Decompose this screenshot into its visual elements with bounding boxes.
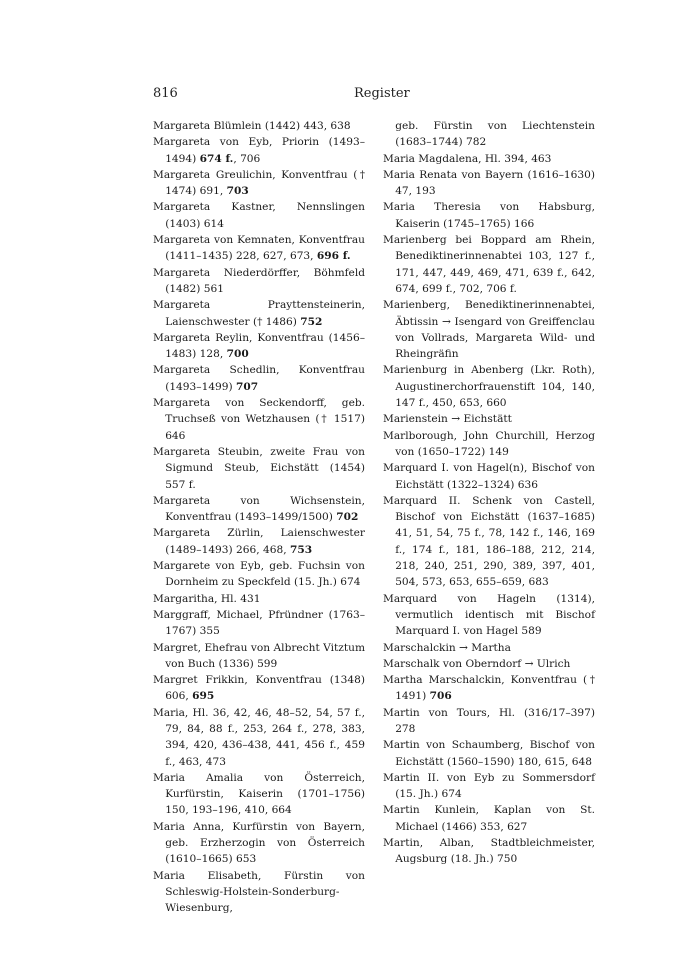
page-reference-bold: 753 — [289, 543, 313, 556]
index-entry — [153, 770, 365, 819]
entry-text: Margaritha, Hl. 431 — [153, 592, 261, 605]
index-entry — [383, 297, 595, 362]
entry-text: Martin, Alban, Stadtbleichmeister, Augsburg (18. Jh.) 750 — [383, 837, 595, 866]
index-entry — [153, 819, 365, 868]
entry-text: Marschalckin → Martha — [383, 641, 511, 654]
entry-text: Marquard II. Schenk von Castell, Bischof von Eichstätt (1637–1685) 41, 51, 54, 75 f., 78, 142 f., 146, 169 f., 174 f., 181, 186–188, 212, 214, 218, 240, 251, 290, 389, 397, 401, 504, 573, 653, 655–659, 683 — [383, 494, 595, 589]
entry-text: Margareta von Kemnaten, Konventfrau (1411–1435) 228, 627, 673, — [153, 234, 365, 263]
index-entry — [383, 118, 595, 151]
index-entry — [383, 428, 595, 461]
entry-text: Martha Marschalckin, Konventfrau († 1491) — [383, 674, 595, 703]
entry-text: Maria Magdalena, Hl. 394, 463 — [383, 152, 552, 165]
entry-text: Margareta von Eyb, Priorin (1493–1494) — [153, 136, 365, 165]
index-entry — [153, 672, 365, 705]
entry-text: Martin Kunlein, Kaplan von St. Michael (1466) 353, 627 — [383, 804, 595, 833]
entry-text: Margareta Zürlin, Laienschwester (1489–1493) 266, 468, — [153, 527, 365, 556]
page-reference-bold: 703 — [226, 185, 249, 198]
index-entry — [153, 118, 365, 134]
entry-text: Margarete von Eyb, geb. Fuchsin von Dornheim zu Speckfeld (15. Jh.) 674 — [153, 560, 365, 589]
entry-text: Margareta Kastner, Nennslingen (1403) 614 — [153, 201, 365, 230]
entry-text: Maria Theresia von Habsburg, Kaiserin (1745–1765) 166 — [383, 201, 595, 230]
page-reference-bold: 707 — [236, 380, 259, 393]
index-entry — [383, 672, 595, 705]
index-column-right — [383, 118, 595, 868]
page-reference-bold: 706 — [429, 690, 452, 703]
index-entry — [383, 232, 595, 297]
index-entry — [383, 591, 595, 640]
entry-text: geb. Fürstin von Liechtenstein (1683–1744) 782 — [395, 120, 595, 149]
entry-text: Marienberg bei Boppard am Rhein, Benediktinerinnenabtei 103, 127 f., 171, 447, 449, 469, 471, 639 f., 642, 674, 699 f., 702, 706 f. — [383, 234, 595, 295]
page-reference-bold: 695 — [192, 690, 215, 703]
page-reference-bold: 700 — [226, 348, 249, 361]
entry-text: Maria Elisabeth, Fürstin von Schleswig-Holstein-Sonderburg-Wiesenburg, — [153, 869, 365, 915]
index-entry — [153, 607, 365, 640]
index-entry — [153, 167, 365, 200]
entry-text: Marienburg in Abenberg (Lkr. Roth), Augustinerchorfrauenstift 104, 140, 147 f., 450, 653, 660 — [383, 364, 595, 410]
entry-text: Maria Amalia von Österreich, Kurfürstin, Kaiserin (1701–1756) 150, 193–196, 410, 664 — [153, 771, 365, 817]
entry-text: Martin von Schaumberg, Bischof von Eichstätt (1560–1590) 180, 615, 648 — [383, 739, 595, 768]
page-reference-bold: 752 — [300, 315, 323, 328]
index-entry — [383, 770, 595, 803]
index-entry — [153, 591, 365, 607]
entry-text: Martin II. von Eyb zu Sommersdorf (15. Jh.) 674 — [383, 771, 595, 801]
index-entry — [383, 737, 595, 770]
index-entry — [383, 199, 595, 232]
index-entry — [153, 525, 365, 558]
entry-text: Marggraff, Michael, Pfründner (1763–1767) 355 — [153, 608, 365, 638]
entry-text: Margareta Steubin, zweite Frau von Sigmund Steub, Eichstätt (1454) 557 f. — [153, 445, 365, 491]
index-entry — [383, 362, 595, 411]
entry-text: Margareta Prayttensteinerin, Laienschwester († 1486) — [153, 299, 365, 328]
entry-text: Marienstein → Eichstätt — [383, 413, 512, 426]
index-entry — [383, 835, 595, 868]
entry-text: Maria, Hl. 36, 42, 46, 48–52, 54, 57 f., 79, 84, 88 f., 253, 264 f., 278, 383, 394, 420, 436–438, 441, 456 f., 459 f., 463, 473 — [153, 706, 365, 768]
entry-text: Margareta von Seckendorff, geb. Truchseß von Wetzhausen († 1517) 646 — [153, 397, 365, 442]
index-entry — [153, 362, 365, 395]
index-entry — [383, 460, 595, 493]
entry-text: Margareta Blümlein (1442) 443, 638 — [153, 120, 351, 132]
index-entry — [153, 199, 365, 232]
page-reference-bold: 702 — [336, 511, 359, 524]
index-entry — [383, 151, 595, 167]
index-entry — [383, 656, 595, 672]
entry-text: , 706 — [233, 152, 261, 165]
index-entry — [153, 868, 365, 917]
index-entry — [153, 558, 365, 591]
index-entry — [153, 134, 365, 167]
index-entry — [153, 297, 365, 330]
entry-text: Margareta Greulichin, Konventfrau († 1474) 691, — [153, 168, 365, 198]
page-reference-bold: 674 f. — [199, 152, 234, 165]
entry-text: Margareta von Wichsenstein, Konventfrau (1493–1499/1500) — [153, 494, 365, 524]
page-number: 816 — [153, 86, 178, 101]
index-entry — [153, 444, 365, 493]
entry-text: Margret, Ehefrau von Albrecht Vitztum von Buch (1336) 599 — [153, 641, 365, 670]
entry-text: Margareta Reylin, Konventfrau (1456–1483) 128, — [153, 331, 365, 361]
entry-text: Margareta Schedlin, Konventfrau (1493–1499) — [153, 364, 365, 393]
entry-text: Marienberg, Benediktinerinnenabtei, Äbtissin → Isengard von Greiffenclau von Vollrads, Margareta Wild- und Rheingräfin — [383, 299, 595, 361]
index-entry — [153, 640, 365, 673]
entry-text: Maria Renata von Bayern (1616–1630) 47, 193 — [383, 168, 595, 198]
index-entry — [383, 640, 595, 656]
index-column-left — [153, 118, 365, 917]
index-entry — [383, 705, 595, 738]
running-title: Register — [354, 86, 410, 101]
entry-text: Martin von Tours, Hl. (316/17–397) 278 — [383, 706, 595, 735]
index-entry — [153, 493, 365, 526]
entry-text: Maria Anna, Kurfürstin von Bayern, geb. Erzherzogin von Österreich (1610–1665) 653 — [153, 820, 365, 866]
entry-text: Margareta Niederdörffer, Böhmfeld (1482) 561 — [153, 266, 365, 295]
index-entry — [383, 802, 595, 835]
index-entry — [383, 411, 595, 427]
index-entry — [153, 265, 365, 298]
index-entry — [153, 330, 365, 363]
entry-text: Margret Frikkin, Konventfrau (1348) 606, — [153, 674, 365, 703]
entry-text: Marquard von Hageln (1314), vermutlich identisch mit Bischof Marquard I. von Hagel 589 — [383, 592, 595, 638]
index-entry — [153, 232, 365, 265]
entry-text: Marlborough, John Churchill, Herzog von (1650–1722) 149 — [383, 429, 595, 458]
entry-text: Marschalk von Oberndorf → Ulrich — [383, 657, 571, 670]
index-entry — [153, 705, 365, 770]
page-reference-bold: 696 f. — [316, 250, 351, 263]
index-entry — [383, 167, 595, 200]
entry-text: Marquard I. von Hagel(n), Bischof von Eichstätt (1322–1324) 636 — [383, 462, 595, 491]
index-entry — [153, 395, 365, 444]
index-entry — [383, 493, 595, 591]
